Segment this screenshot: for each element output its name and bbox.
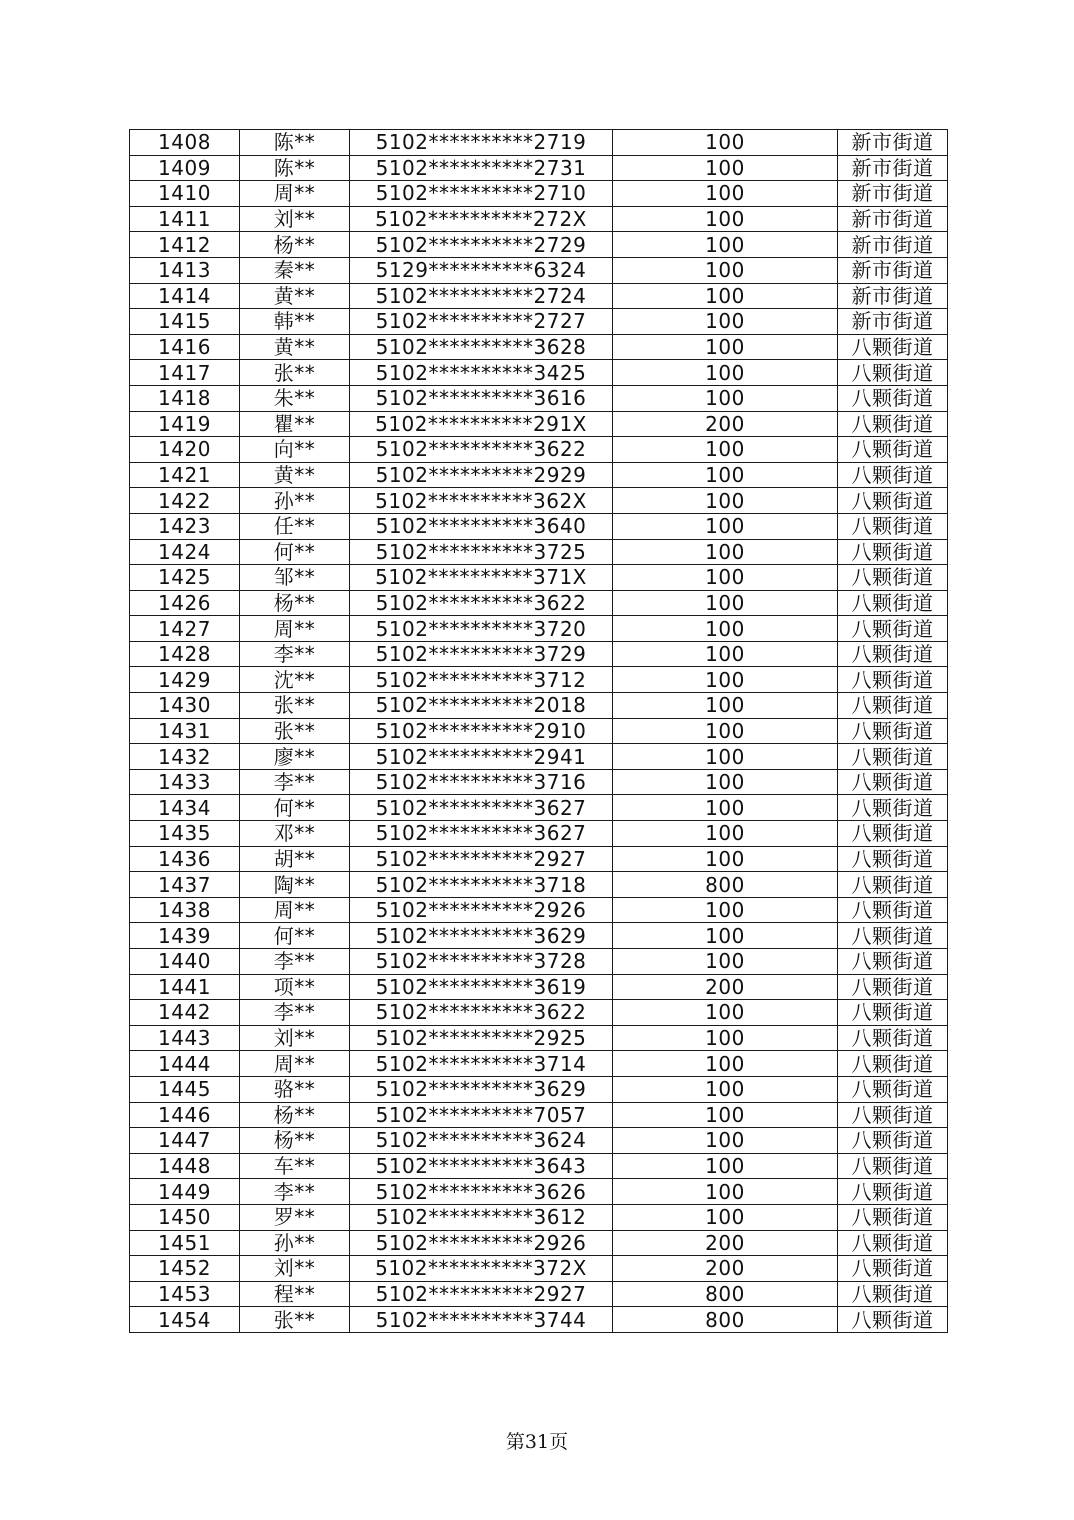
id-number-cell: 5102**********2719 (350, 130, 613, 156)
amount-cell: 800 (613, 1281, 838, 1307)
seq-number-cell: 1437 (130, 872, 240, 898)
id-number-cell: 5102**********372X (350, 1256, 613, 1282)
amount-cell: 100 (613, 513, 838, 539)
table-row (130, 488, 948, 514)
amount-cell: 100 (613, 821, 838, 847)
id-number-cell: 5102**********2731 (350, 155, 613, 181)
street-cell: 八颗街道 (838, 667, 948, 693)
table-row (130, 1281, 948, 1307)
id-number-cell: 5129**********6324 (350, 257, 613, 283)
name-cell: 周** (240, 897, 350, 923)
table-row (130, 462, 948, 488)
seq-number-cell: 1454 (130, 1307, 240, 1333)
table-row (130, 360, 948, 386)
amount-cell: 100 (613, 616, 838, 642)
name-cell: 罗** (240, 1204, 350, 1230)
amount-cell: 100 (613, 590, 838, 616)
table-row (130, 1256, 948, 1282)
table-row (130, 974, 948, 1000)
amount-cell: 100 (613, 1179, 838, 1205)
street-cell: 八颗街道 (838, 565, 948, 591)
street-cell: 八颗街道 (838, 897, 948, 923)
table-row (130, 872, 948, 898)
table-row (130, 565, 948, 591)
id-number-cell: 5102**********3622 (350, 437, 613, 463)
table-row (130, 1307, 948, 1333)
seq-number-cell: 1414 (130, 283, 240, 309)
amount-cell: 100 (613, 462, 838, 488)
table-row (130, 130, 948, 156)
amount-cell: 200 (613, 1230, 838, 1256)
id-number-cell: 5102**********3627 (350, 821, 613, 847)
amount-cell: 100 (613, 1204, 838, 1230)
name-cell: 邹** (240, 565, 350, 591)
street-cell: 八颗街道 (838, 411, 948, 437)
table-row (130, 1153, 948, 1179)
amount-cell: 100 (613, 769, 838, 795)
table-row (130, 513, 948, 539)
name-cell: 周** (240, 616, 350, 642)
amount-cell: 800 (613, 872, 838, 898)
street-cell: 八颗街道 (838, 846, 948, 872)
street-cell: 八颗街道 (838, 718, 948, 744)
seq-number-cell: 1451 (130, 1230, 240, 1256)
street-cell: 八颗街道 (838, 462, 948, 488)
id-number-cell: 5102**********2018 (350, 693, 613, 719)
seq-number-cell: 1416 (130, 334, 240, 360)
amount-cell: 100 (613, 897, 838, 923)
amount-cell: 100 (613, 334, 838, 360)
street-cell: 八颗街道 (838, 693, 948, 719)
seq-number-cell: 1452 (130, 1256, 240, 1282)
table-row (130, 309, 948, 335)
id-number-cell: 5102**********3627 (350, 795, 613, 821)
name-cell: 李** (240, 1000, 350, 1026)
amount-cell: 100 (613, 206, 838, 232)
seq-number-cell: 1439 (130, 923, 240, 949)
name-cell: 李** (240, 769, 350, 795)
id-number-cell: 5102**********3718 (350, 872, 613, 898)
street-cell: 八颗街道 (838, 590, 948, 616)
id-number-cell: 5102**********3725 (350, 539, 613, 565)
name-cell: 张** (240, 693, 350, 719)
name-cell: 何** (240, 795, 350, 821)
street-cell: 八颗街道 (838, 1025, 948, 1051)
name-cell: 黄** (240, 283, 350, 309)
street-cell: 八颗街道 (838, 923, 948, 949)
page-number: 第31页 (505, 1431, 569, 1453)
id-number-cell: 5102**********2927 (350, 1281, 613, 1307)
street-cell: 八颗街道 (838, 1051, 948, 1077)
name-cell: 杨** (240, 1128, 350, 1154)
table-row (130, 616, 948, 642)
id-number-cell: 5102**********2926 (350, 1230, 613, 1256)
amount-cell: 100 (613, 1128, 838, 1154)
seq-number-cell: 1442 (130, 1000, 240, 1026)
table-row (130, 641, 948, 667)
street-cell: 八颗街道 (838, 1128, 948, 1154)
id-number-cell: 5102**********3626 (350, 1179, 613, 1205)
id-number-cell: 5102**********2729 (350, 232, 613, 258)
seq-number-cell: 1413 (130, 257, 240, 283)
name-cell: 孙** (240, 1230, 350, 1256)
table-row (130, 1000, 948, 1026)
seq-number-cell: 1420 (130, 437, 240, 463)
id-number-cell: 5102**********2910 (350, 718, 613, 744)
id-number-cell: 5102**********2927 (350, 846, 613, 872)
amount-cell: 100 (613, 923, 838, 949)
id-number-cell: 5102**********3728 (350, 949, 613, 975)
amount-cell: 100 (613, 1000, 838, 1026)
name-cell: 陶** (240, 872, 350, 898)
seq-number-cell: 1422 (130, 488, 240, 514)
amount-cell: 100 (613, 360, 838, 386)
seq-number-cell: 1409 (130, 155, 240, 181)
name-cell: 何** (240, 923, 350, 949)
street-cell: 新市街道 (838, 309, 948, 335)
street-cell: 八颗街道 (838, 539, 948, 565)
name-cell: 黄** (240, 334, 350, 360)
table-row (130, 1102, 948, 1128)
id-number-cell: 5102**********371X (350, 565, 613, 591)
table-row (130, 155, 948, 181)
amount-cell: 100 (613, 1102, 838, 1128)
seq-number-cell: 1441 (130, 974, 240, 1000)
id-number-cell: 5102**********3712 (350, 667, 613, 693)
table-row (130, 437, 948, 463)
amount-cell: 100 (613, 232, 838, 258)
seq-number-cell: 1431 (130, 718, 240, 744)
seq-number-cell: 1434 (130, 795, 240, 821)
seq-number-cell: 1448 (130, 1153, 240, 1179)
seq-number-cell: 1450 (130, 1204, 240, 1230)
street-cell: 八颗街道 (838, 769, 948, 795)
id-number-cell: 5102**********3425 (350, 360, 613, 386)
amount-cell: 100 (613, 309, 838, 335)
street-cell: 八颗街道 (838, 385, 948, 411)
seq-number-cell: 1410 (130, 181, 240, 207)
id-number-cell: 5102**********3622 (350, 1000, 613, 1026)
id-number-cell: 5102**********2929 (350, 462, 613, 488)
name-cell: 张** (240, 360, 350, 386)
name-cell: 何** (240, 539, 350, 565)
name-cell: 项** (240, 974, 350, 1000)
street-cell: 八颗街道 (838, 513, 948, 539)
seq-number-cell: 1438 (130, 897, 240, 923)
table-row (130, 1204, 948, 1230)
street-cell: 八颗街道 (838, 641, 948, 667)
name-cell: 向** (240, 437, 350, 463)
street-cell: 八颗街道 (838, 334, 948, 360)
name-cell: 李** (240, 949, 350, 975)
name-cell: 杨** (240, 1102, 350, 1128)
street-cell: 八颗街道 (838, 1000, 948, 1026)
street-cell: 新市街道 (838, 130, 948, 156)
amount-cell: 100 (613, 795, 838, 821)
street-cell: 新市街道 (838, 181, 948, 207)
seq-number-cell: 1411 (130, 206, 240, 232)
street-cell: 新市街道 (838, 206, 948, 232)
table-row (130, 232, 948, 258)
amount-cell: 100 (613, 1051, 838, 1077)
seq-number-cell: 1433 (130, 769, 240, 795)
name-cell: 程** (240, 1281, 350, 1307)
street-cell: 新市街道 (838, 283, 948, 309)
name-cell: 车** (240, 1153, 350, 1179)
name-cell: 陈** (240, 130, 350, 156)
seq-number-cell: 1412 (130, 232, 240, 258)
seq-number-cell: 1432 (130, 744, 240, 770)
id-number-cell: 5102**********3714 (350, 1051, 613, 1077)
seq-number-cell: 1415 (130, 309, 240, 335)
street-cell: 八颗街道 (838, 1179, 948, 1205)
amount-cell: 100 (613, 283, 838, 309)
amount-cell: 100 (613, 257, 838, 283)
amount-cell: 100 (613, 1153, 838, 1179)
seq-number-cell: 1408 (130, 130, 240, 156)
seq-number-cell: 1427 (130, 616, 240, 642)
table-row (130, 667, 948, 693)
id-number-cell: 5102**********3619 (350, 974, 613, 1000)
seq-number-cell: 1453 (130, 1281, 240, 1307)
name-cell: 刘** (240, 1025, 350, 1051)
id-number-cell: 5102**********2925 (350, 1025, 613, 1051)
name-cell: 韩** (240, 309, 350, 335)
table-row (130, 821, 948, 847)
amount-cell: 100 (613, 667, 838, 693)
id-number-cell: 5102**********2727 (350, 309, 613, 335)
street-cell: 八颗街道 (838, 616, 948, 642)
street-cell: 八颗街道 (838, 974, 948, 1000)
table-row (130, 795, 948, 821)
seq-number-cell: 1444 (130, 1051, 240, 1077)
street-cell: 八颗街道 (838, 1153, 948, 1179)
table-row (130, 1025, 948, 1051)
table-row (130, 334, 948, 360)
name-cell: 胡** (240, 846, 350, 872)
amount-cell: 100 (613, 437, 838, 463)
id-number-cell: 5102**********291X (350, 411, 613, 437)
table-row (130, 923, 948, 949)
amount-cell: 200 (613, 1256, 838, 1282)
amount-cell: 200 (613, 974, 838, 1000)
amount-cell: 100 (613, 693, 838, 719)
name-cell: 任** (240, 513, 350, 539)
id-number-cell: 5102**********7057 (350, 1102, 613, 1128)
id-number-cell: 5102**********2724 (350, 283, 613, 309)
seq-number-cell: 1430 (130, 693, 240, 719)
amount-cell: 100 (613, 641, 838, 667)
seq-number-cell: 1445 (130, 1076, 240, 1102)
table-row (130, 769, 948, 795)
seq-number-cell: 1435 (130, 821, 240, 847)
table-row (130, 411, 948, 437)
seq-number-cell: 1426 (130, 590, 240, 616)
table-row (130, 385, 948, 411)
name-cell: 廖** (240, 744, 350, 770)
street-cell: 八颗街道 (838, 744, 948, 770)
street-cell: 新市街道 (838, 257, 948, 283)
id-number-cell: 5102**********3729 (350, 641, 613, 667)
table-row (130, 744, 948, 770)
name-cell: 骆** (240, 1076, 350, 1102)
amount-cell: 100 (613, 565, 838, 591)
name-cell: 刘** (240, 1256, 350, 1282)
roster-table-body (130, 130, 948, 1333)
seq-number-cell: 1419 (130, 411, 240, 437)
seq-number-cell: 1418 (130, 385, 240, 411)
name-cell: 周** (240, 1051, 350, 1077)
table-row (130, 897, 948, 923)
table-row (130, 693, 948, 719)
amount-cell: 100 (613, 949, 838, 975)
street-cell: 八颗街道 (838, 872, 948, 898)
street-cell: 八颗街道 (838, 360, 948, 386)
amount-cell: 100 (613, 155, 838, 181)
seq-number-cell: 1449 (130, 1179, 240, 1205)
seq-number-cell: 1436 (130, 846, 240, 872)
seq-number-cell: 1417 (130, 360, 240, 386)
name-cell: 孙** (240, 488, 350, 514)
table-row (130, 1076, 948, 1102)
id-number-cell: 5102**********3628 (350, 334, 613, 360)
table-row (130, 283, 948, 309)
id-number-cell: 5102**********3716 (350, 769, 613, 795)
street-cell: 八颗街道 (838, 1256, 948, 1282)
street-cell: 八颗街道 (838, 1307, 948, 1333)
amount-cell: 100 (613, 846, 838, 872)
seq-number-cell: 1424 (130, 539, 240, 565)
amount-cell: 100 (613, 385, 838, 411)
id-number-cell: 5102**********3629 (350, 923, 613, 949)
name-cell: 朱** (240, 385, 350, 411)
street-cell: 八颗街道 (838, 1204, 948, 1230)
table-row (130, 1230, 948, 1256)
table-row (130, 1051, 948, 1077)
name-cell: 张** (240, 1307, 350, 1333)
amount-cell: 100 (613, 181, 838, 207)
id-number-cell: 5102**********362X (350, 488, 613, 514)
name-cell: 刘** (240, 206, 350, 232)
amount-cell: 200 (613, 411, 838, 437)
name-cell: 秦** (240, 257, 350, 283)
name-cell: 陈** (240, 155, 350, 181)
id-number-cell: 5102**********2710 (350, 181, 613, 207)
amount-cell: 100 (613, 1076, 838, 1102)
seq-number-cell: 1423 (130, 513, 240, 539)
table-row (130, 206, 948, 232)
street-cell: 八颗街道 (838, 1281, 948, 1307)
amount-cell: 100 (613, 718, 838, 744)
id-number-cell: 5102**********3744 (350, 1307, 613, 1333)
street-cell: 八颗街道 (838, 1102, 948, 1128)
amount-cell: 100 (613, 744, 838, 770)
id-number-cell: 5102**********3616 (350, 385, 613, 411)
table-row (130, 181, 948, 207)
id-number-cell: 5102**********3629 (350, 1076, 613, 1102)
name-cell: 沈** (240, 667, 350, 693)
id-number-cell: 5102**********272X (350, 206, 613, 232)
table-row (130, 257, 948, 283)
amount-cell: 100 (613, 1025, 838, 1051)
amount-cell: 100 (613, 539, 838, 565)
id-number-cell: 5102**********3640 (350, 513, 613, 539)
seq-number-cell: 1440 (130, 949, 240, 975)
seq-number-cell: 1428 (130, 641, 240, 667)
seq-number-cell: 1429 (130, 667, 240, 693)
seq-number-cell: 1443 (130, 1025, 240, 1051)
name-cell: 李** (240, 1179, 350, 1205)
roster-table (129, 129, 948, 1333)
street-cell: 八颗街道 (838, 821, 948, 847)
id-number-cell: 5102**********3643 (350, 1153, 613, 1179)
street-cell: 八颗街道 (838, 437, 948, 463)
table-row (130, 949, 948, 975)
id-number-cell: 5102**********2941 (350, 744, 613, 770)
seq-number-cell: 1421 (130, 462, 240, 488)
name-cell: 周** (240, 181, 350, 207)
table-row (130, 718, 948, 744)
street-cell: 新市街道 (838, 232, 948, 258)
seq-number-cell: 1425 (130, 565, 240, 591)
name-cell: 杨** (240, 232, 350, 258)
id-number-cell: 5102**********3612 (350, 1204, 613, 1230)
name-cell: 杨** (240, 590, 350, 616)
id-number-cell: 5102**********3624 (350, 1128, 613, 1154)
table-row (130, 1128, 948, 1154)
amount-cell: 100 (613, 130, 838, 156)
name-cell: 黄** (240, 462, 350, 488)
name-cell: 瞿** (240, 411, 350, 437)
name-cell: 张** (240, 718, 350, 744)
name-cell: 邓** (240, 821, 350, 847)
street-cell: 新市街道 (838, 155, 948, 181)
name-cell: 李** (240, 641, 350, 667)
amount-cell: 800 (613, 1307, 838, 1333)
id-number-cell: 5102**********3622 (350, 590, 613, 616)
table-row (130, 590, 948, 616)
table-row (130, 539, 948, 565)
street-cell: 八颗街道 (838, 1076, 948, 1102)
id-number-cell: 5102**********3720 (350, 616, 613, 642)
seq-number-cell: 1447 (130, 1128, 240, 1154)
amount-cell: 100 (613, 488, 838, 514)
seq-number-cell: 1446 (130, 1102, 240, 1128)
street-cell: 八颗街道 (838, 949, 948, 975)
id-number-cell: 5102**********2926 (350, 897, 613, 923)
street-cell: 八颗街道 (838, 488, 948, 514)
table-row (130, 1179, 948, 1205)
street-cell: 八颗街道 (838, 795, 948, 821)
table-row (130, 846, 948, 872)
street-cell: 八颗街道 (838, 1230, 948, 1256)
